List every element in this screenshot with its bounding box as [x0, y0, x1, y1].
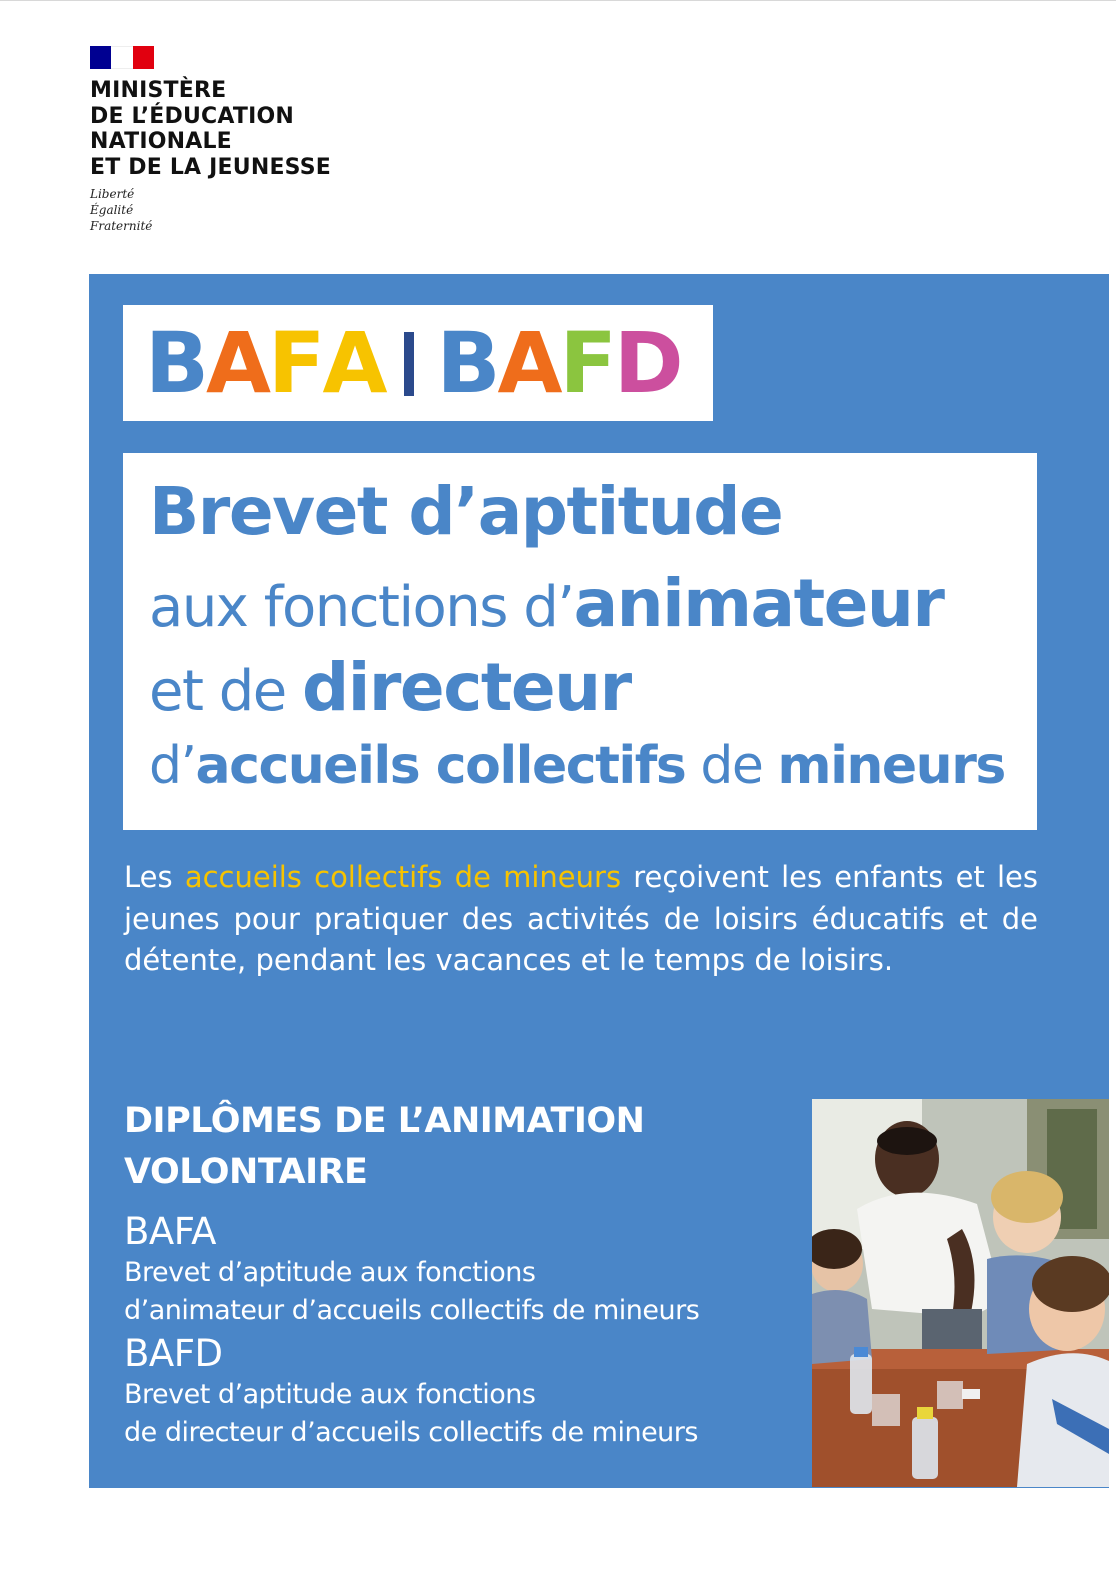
- title-bold-text: accueils collectifs: [195, 736, 686, 796]
- title-line-3: [149, 649, 631, 726]
- acronym-title: [145, 315, 681, 411]
- motto-line: Liberté: [90, 187, 135, 201]
- republic-motto: [90, 186, 350, 234]
- motto-line: Fraternité: [90, 219, 153, 233]
- acronym-letter: A: [206, 314, 269, 412]
- diploma-code: BAFD: [124, 1332, 223, 1375]
- ministry-line: ET DE LA JEUNESSE: [90, 154, 331, 180]
- diploma-desc: Brevet d’aptitude aux fonctions: [124, 1257, 536, 1288]
- title-light-text: aux fonctions d’: [149, 575, 574, 640]
- top-divider: [0, 0, 1116, 1]
- title-light-text: d’: [149, 736, 196, 796]
- republic-flag-icon: [90, 46, 154, 69]
- intro-text: Les: [124, 860, 185, 894]
- ministry-logo: [90, 46, 350, 234]
- intro-highlight: accueils collectifs de mineurs: [184, 860, 622, 894]
- title-line-1: Brevet d’aptitude: [149, 473, 783, 550]
- photo-children-activity-icon: [812, 1099, 1109, 1487]
- diploma-item-bafa: [124, 1210, 784, 1330]
- title-line-4: [149, 736, 1005, 796]
- title-bold-text: animateur: [573, 565, 944, 642]
- heading-line: DIPLÔMES DE L’ANIMATION: [124, 1101, 645, 1141]
- ministry-line: MINISTÈRE: [90, 78, 227, 103]
- diplomas-section: [124, 1096, 784, 1452]
- title-line-2: [149, 565, 943, 642]
- ministry-line: DE L’ÉDUCATION: [90, 103, 294, 129]
- diploma-desc: d’animateur d’accueils collectifs de mineurs: [124, 1295, 700, 1326]
- heading-line: VOLONTAIRE: [124, 1152, 368, 1192]
- acronym-separator: [404, 332, 414, 396]
- title-bold-text: mineurs: [777, 736, 1005, 796]
- acronym-letter: F: [268, 314, 323, 412]
- acronym-letter: F: [559, 314, 614, 412]
- acronym-letter: D: [613, 314, 681, 412]
- acronym-letter: A: [497, 314, 560, 412]
- title-bold-text: directeur: [302, 649, 631, 726]
- acronym-banner: [123, 305, 713, 421]
- diploma-desc: de directeur d’accueils collectifs de mineurs: [124, 1417, 698, 1448]
- title-box: [123, 453, 1037, 830]
- intro-paragraph: [124, 857, 1038, 982]
- diploma-desc: Brevet d’aptitude aux fonctions: [124, 1379, 536, 1410]
- intro-text: reçoivent les enfants et les jeunes pour pratiquer des activités de loisirs éducatifs et de détente, pendant les vacances et le temps de loisirs.: [124, 860, 1038, 977]
- acronym-letter: A: [322, 314, 385, 412]
- diploma-item-bafd: [124, 1332, 784, 1452]
- title-light-text: et de: [149, 659, 303, 724]
- motto-line: Égalité: [90, 203, 134, 217]
- acronym-letter: B: [145, 314, 207, 412]
- ministry-name: [90, 78, 350, 180]
- acronym-letter: B: [436, 314, 498, 412]
- ministry-line: NATIONALE: [90, 129, 232, 154]
- diplomas-heading: [124, 1096, 784, 1198]
- diploma-code: BAFA: [124, 1210, 216, 1253]
- title-light-text: de: [685, 736, 778, 796]
